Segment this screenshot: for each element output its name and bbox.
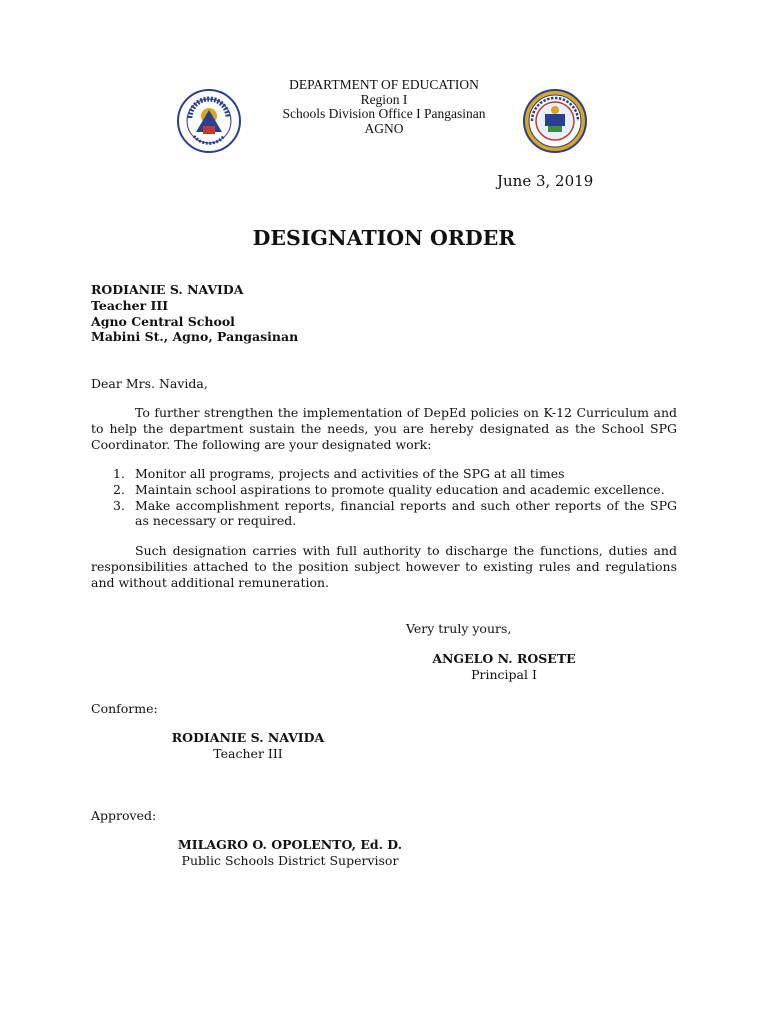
letter-date: June 3, 2019: [497, 172, 594, 190]
conforme-label: Conforme:: [91, 701, 158, 716]
addressee-address: Mabini St., Agno, Pangasinan: [91, 329, 299, 345]
list-item-text: Make accomplishment reports, financial reports and such other reports of the SPG as necessary or required.: [135, 497, 677, 529]
letterhead-division: Schools Division Office I Pangasinan: [282, 106, 486, 121]
body-paragraph-1-text: To further strengthen the implementation of DepEd policies on K-12 Curriculum and to help the department sustain the needs, you are hereby designated as the School SPG Coordinator. The following are your designated work:: [91, 405, 677, 452]
salutation: Dear Mrs. Navida,: [91, 376, 208, 391]
signatory-name: ANGELO N. ROSETE: [432, 651, 576, 666]
approved-name: MILAGRO O. OPOLENTO, Ed. D.: [177, 837, 403, 852]
signatory-title: Principal I: [471, 666, 537, 682]
duties-list: [91, 466, 677, 529]
list-item-number: 2.: [113, 481, 125, 497]
closing-phrase: Very truly yours,: [406, 621, 512, 636]
letterhead: [200, 78, 568, 136]
list-item: [91, 482, 677, 498]
list-item: [91, 466, 677, 482]
list-item: [91, 498, 677, 530]
body-paragraph-2-text: Such designation carries with full authority to discharge the functions, duties and responsibilities attached to the position subject however to existing rules and regulations and without additional remuneration.: [91, 543, 677, 590]
letterhead-department: DEPARTMENT OF EDUCATION: [289, 77, 479, 92]
approved-title: Public Schools District Supervisor: [181, 852, 399, 868]
list-item-number: 3.: [113, 497, 125, 513]
list-item-text: Monitor all programs, projects and activities of the SPG at all times: [135, 466, 565, 481]
body-paragraph-2: [91, 543, 677, 590]
approved-label: Approved:: [91, 808, 157, 823]
list-item-number: 1.: [113, 466, 125, 481]
document-title: DESIGNATION ORDER: [252, 226, 516, 250]
signatory-block: [418, 651, 590, 683]
addressee-position: Teacher III: [91, 297, 169, 313]
conforme-title: Teacher III: [213, 745, 283, 761]
letterhead-municipality: AGNO: [364, 120, 404, 136]
conforme-block: [162, 730, 334, 762]
conforme-name: RODIANIE S. NAVIDA: [171, 730, 325, 745]
approved-block: [170, 837, 410, 869]
body-paragraph-1: [91, 405, 677, 452]
list-item-text: Maintain school aspirations to promote quality education and academic excellence.: [135, 481, 665, 497]
letterhead-region: Region I: [360, 91, 408, 107]
addressee-block: [91, 282, 298, 345]
addressee-name: RODIANIE S. NAVIDA: [91, 282, 244, 297]
addressee-school: Agno Central School: [91, 313, 235, 329]
